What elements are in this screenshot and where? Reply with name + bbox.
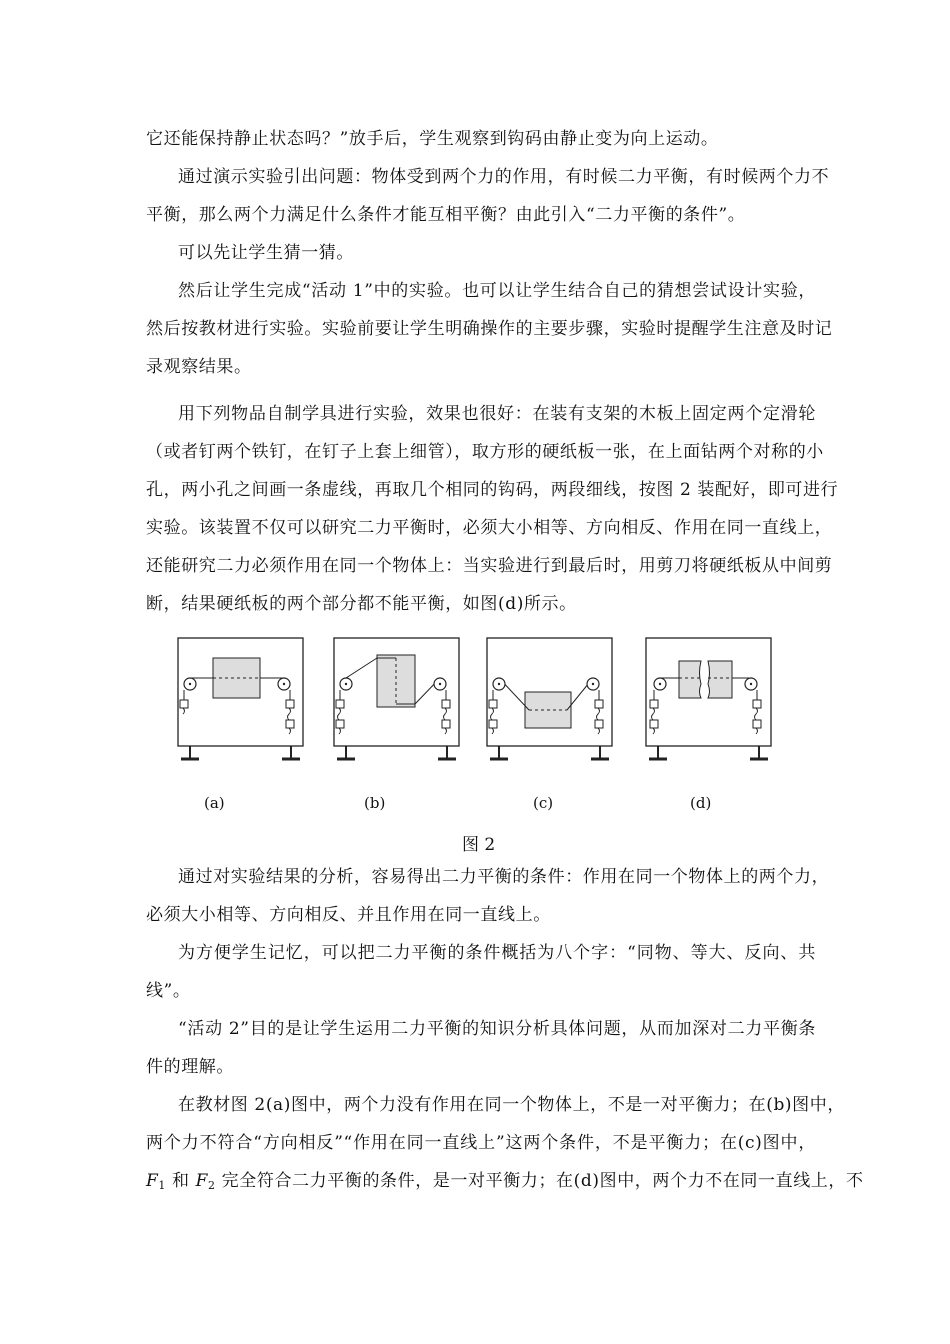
figure-caption-d: (d) bbox=[690, 794, 712, 812]
paragraph-line: 通过演示实验引出问题：物体受到两个力的作用，有时候二力平衡，有时候两个力不 bbox=[178, 167, 830, 187]
paragraph-line: 然后按教材进行实验。实验前要让学生明确操作的主要步骤，实验时提醒学生注意及时记 bbox=[146, 319, 833, 339]
text-run: 完全符合二力平衡的条件，是一对平衡力；在(d)图中，两个力不在同一直线上，不 bbox=[215, 1171, 864, 1191]
paragraph-line: 为方便学生记忆，可以把二力平衡的条件概括为八个字：“同物、等大、反向、共 bbox=[178, 943, 816, 963]
paragraph-line: 还能研究二力必须作用在同一个物体上：当实验进行到最后时，用剪刀将硬纸板从中间剪 bbox=[146, 556, 833, 576]
paragraph-line: 断，结果硬纸板的两个部分都不能平衡，如图(d)所示。 bbox=[146, 594, 577, 614]
paragraph-line: 必须大小相等、方向相反、并且作用在同一直线上。 bbox=[146, 905, 551, 925]
figure-caption-c: (c) bbox=[533, 794, 554, 812]
paragraph-line: 平衡，那么两个力满足什么条件才能互相平衡？由此引入“二力平衡的条件”。 bbox=[146, 205, 746, 225]
subscript: 1 bbox=[158, 1179, 167, 1192]
paragraph-line: “活动 2”目的是让学生运用二力平衡的知识分析具体问题，从而加深对二力平衡条 bbox=[178, 1019, 816, 1039]
paragraph-line: 然后让学生完成“活动 1”中的实验。也可以让学生结合自己的猜想尝试设计实验， bbox=[178, 281, 816, 301]
paragraph-line: 可以先让学生猜一猜。 bbox=[178, 243, 354, 263]
paragraph-line: 通过对实验结果的分析，容易得出二力平衡的条件：作用在同一个物体上的两个力， bbox=[178, 867, 830, 887]
diagram-a bbox=[178, 638, 303, 759]
experiment-figure bbox=[146, 630, 816, 820]
paragraph-line: 孔，两小孔之间画一条虚线，再取几个相同的钩码，两段细线，按图 2 装配好，即可进行 bbox=[146, 480, 839, 500]
force-symbol: F bbox=[146, 1171, 159, 1191]
force-symbol: F bbox=[195, 1171, 209, 1191]
subscript: 2 bbox=[208, 1179, 216, 1192]
paragraph-line: 两个力不符合“方向相反”“作用在同一直线上”这两个条件，不是平衡力；在(c)图中， bbox=[146, 1133, 816, 1153]
paragraph-line: 实验。该装置不仅可以研究二力平衡时，必须大小相等、方向相反、作用在同一直线上， bbox=[146, 518, 833, 538]
figure-title: 图 2 bbox=[462, 835, 496, 855]
paragraph-line: 它还能保持静止状态吗？”放手后，学生观察到钩码由静止变为向上运动。 bbox=[146, 129, 719, 149]
paragraph-line: 用下列物品自制学具进行实验，效果也很好：在装有支架的木板上固定两个定滑轮 bbox=[178, 404, 816, 424]
paragraph-line: （或者钉两个铁钉，在钉子上套上细管），取方形的硬纸板一张，在上面钻两个对称的小 bbox=[146, 442, 824, 462]
diagram-c bbox=[487, 638, 612, 759]
figure-caption-a: (a) bbox=[204, 794, 225, 812]
figure-caption-b: (b) bbox=[364, 794, 386, 812]
diagram-d bbox=[646, 638, 771, 759]
paragraph-line bbox=[146, 1170, 864, 1197]
paragraph-line: 线”。 bbox=[146, 981, 191, 1001]
paragraph-line: 录观察结果。 bbox=[146, 357, 252, 377]
paragraph-line: 在教材图 2(a)图中，两个力没有作用在同一个物体上，不是一对平衡力；在(b)图中， bbox=[178, 1095, 845, 1115]
diagram-b bbox=[334, 638, 459, 759]
paragraph-line: 件的理解。 bbox=[146, 1057, 234, 1077]
text-run: 和 bbox=[166, 1171, 196, 1191]
